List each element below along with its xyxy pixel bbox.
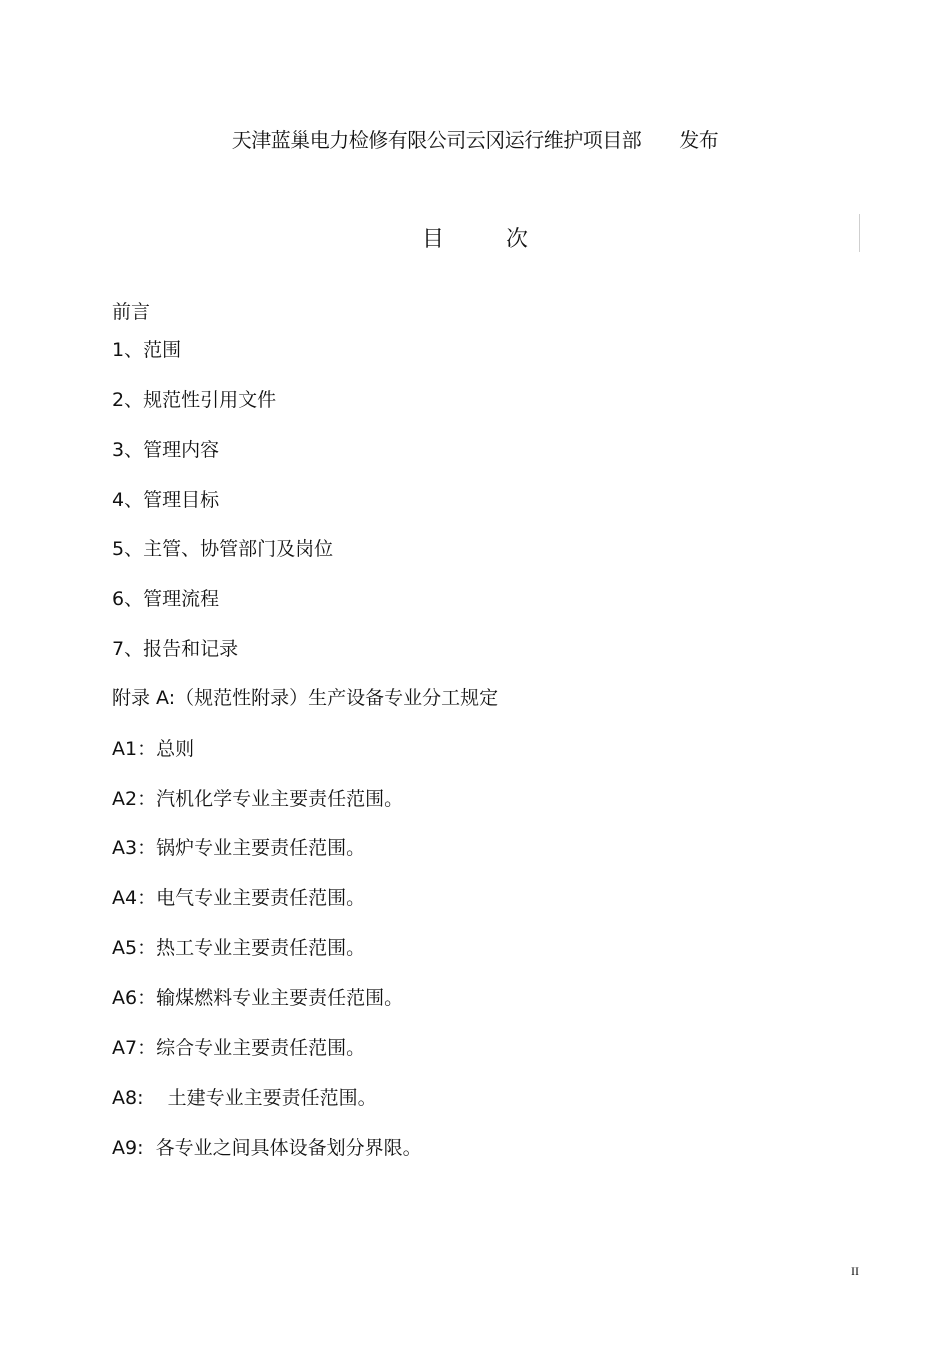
toc-item-a3[interactable]: A3：锅炉专业主要责任范围。 — [112, 837, 366, 859]
toc-item-normative-references[interactable]: 2、规范性引用文件 — [112, 389, 277, 411]
toc-title-part1: 目 — [421, 227, 444, 252]
toc-item-a1[interactable]: A1：总则 — [112, 738, 195, 760]
toc-item-a2[interactable]: A2：汽机化学专业主要责任范围。 — [112, 788, 404, 810]
toc-title-part2: 次 — [506, 227, 529, 252]
toc-item-a5[interactable]: A5：热工专业主要责任范围。 — [112, 937, 366, 959]
toc-item-reports[interactable]: 7、报告和记录 — [112, 638, 239, 660]
publish-label: 发布 — [679, 128, 719, 152]
toc-item-a7[interactable]: A7：综合专业主要责任范围。 — [112, 1037, 366, 1059]
toc-item-a9[interactable]: A9: 各专业之间具体设备划分界限。 — [112, 1137, 422, 1159]
toc-item-management-goals[interactable]: 4、管理目标 — [112, 489, 220, 511]
toc-item-process[interactable]: 6、管理流程 — [112, 588, 220, 610]
toc-item-departments[interactable]: 5、主管、协管部门及岗位 — [112, 538, 334, 560]
page-number: II — [851, 1264, 859, 1278]
publisher-line — [0, 124, 950, 153]
toc-item-a4[interactable]: A4：电气专业主要责任范围。 — [112, 887, 366, 909]
publisher-organization: 天津蓝巢电力检修有限公司云冈运行维护项目部 — [231, 128, 642, 152]
toc-item-a6[interactable]: A6：输煤燃料专业主要责任范围。 — [112, 987, 404, 1009]
toc-item-appendix-a[interactable]: 附录 A:（规范性附录）生产设备专业分工规定 — [112, 687, 499, 709]
toc-item-management-content[interactable]: 3、管理内容 — [112, 439, 220, 461]
toc-item-scope[interactable]: 1、范围 — [112, 339, 182, 361]
toc-title — [0, 222, 950, 253]
toc-item-foreword[interactable]: 前言 — [112, 301, 151, 323]
toc-item-a8[interactable]: A8: 土建专业主要责任范围。 — [112, 1087, 377, 1109]
